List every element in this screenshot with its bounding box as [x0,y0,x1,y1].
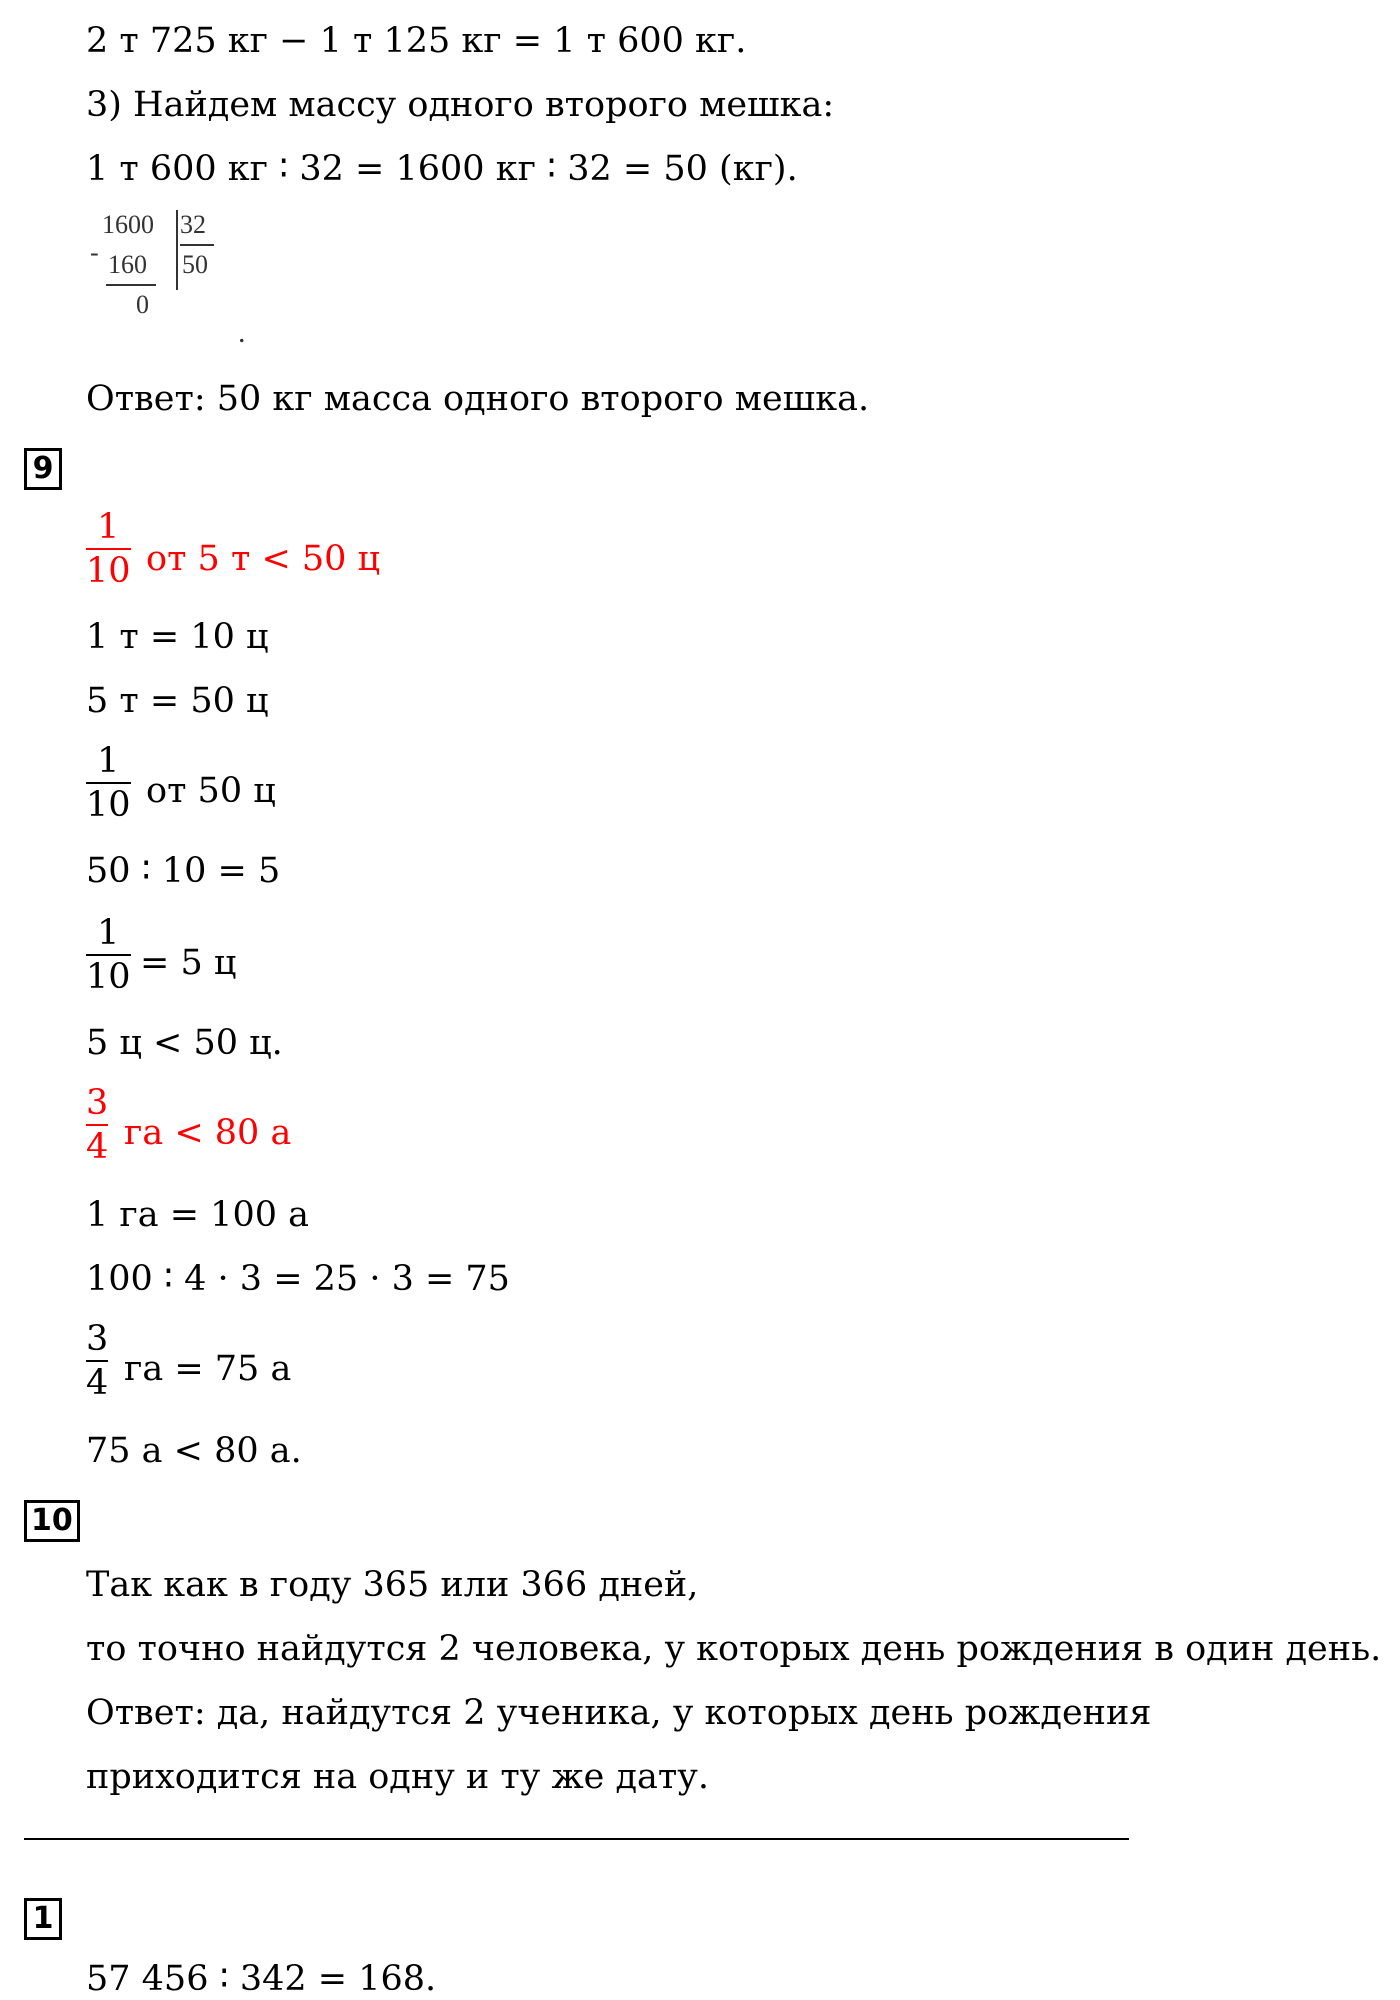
equation-line: 100 ∶ 4 · 3 = 25 · 3 = 75 [86,1259,510,1299]
numerator: 3 [86,1319,109,1359]
remainder: 0 [136,290,149,319]
fraction [86,1084,108,1166]
divisor: 32 [176,210,206,290]
numerator: 1 [97,913,120,953]
numerator: 1 [97,507,120,547]
fraction [86,508,131,590]
denominator: 4 [86,1127,109,1167]
fraction-text: от 50 ц [146,771,276,811]
equation-line: 50 ∶ 10 = 5 [86,851,281,891]
section-divider [24,1838,1129,1840]
text-line: Так как в году 365 или 366 дней, [86,1565,699,1605]
fraction [86,742,131,824]
numerator: 1 [97,741,120,781]
subtrahend: 160 [108,250,147,279]
answer-line: Ответ: да, найдутся 2 ученика, у которых день рождения [86,1693,1152,1733]
equation-line: 5 ц < 50 ц. [86,1023,283,1063]
fraction [86,1320,108,1402]
equation-line: 57 456 ∶ 342 = 168. [86,1959,437,1999]
task-number: 1 [24,1898,62,1940]
fraction-text: га = 75 а [124,1349,292,1389]
equation-line: 1 т = 10 ц [86,617,269,657]
equation-line: 1 га = 100 а [86,1195,309,1235]
step-heading: 3) Найдем массу одного второго мешка: [86,85,835,125]
fraction [86,914,131,996]
answer-line: приходится на одну и ту же дату. [86,1757,709,1797]
quotient: 50 [182,250,208,279]
minus-sign: - [90,238,99,267]
long-division [90,210,252,349]
equation-line: 1 т 600 кг ∶ 32 = 1600 кг ∶ 32 = 50 (кг). [86,149,798,189]
denominator: 10 [86,551,131,591]
task-number: 9 [24,448,62,490]
dot: . [238,316,246,349]
equation-line: 5 т = 50 ц [86,681,269,721]
equation-line: 2 т 725 кг − 1 т 125 кг = 1 т 600 кг. [86,21,747,61]
answer-line: Ответ: 50 кг масса одного второго мешка. [86,379,870,419]
denominator: 10 [86,785,131,825]
equation-line: 75 а < 80 а. [86,1431,302,1471]
denominator: 4 [86,1363,109,1403]
task-number: 10 [24,1500,80,1542]
fraction-text: = 5 ц [140,943,237,983]
numerator: 3 [86,1083,109,1123]
dividend: 1600 [102,210,154,239]
denominator: 10 [86,957,131,997]
text-line: то точно найдутся 2 человека, у которых день рождения в один день. [86,1629,1382,1669]
comparison-text: га < 80 а [124,1113,292,1153]
comparison-text: от 5 т < 50 ц [146,539,381,579]
